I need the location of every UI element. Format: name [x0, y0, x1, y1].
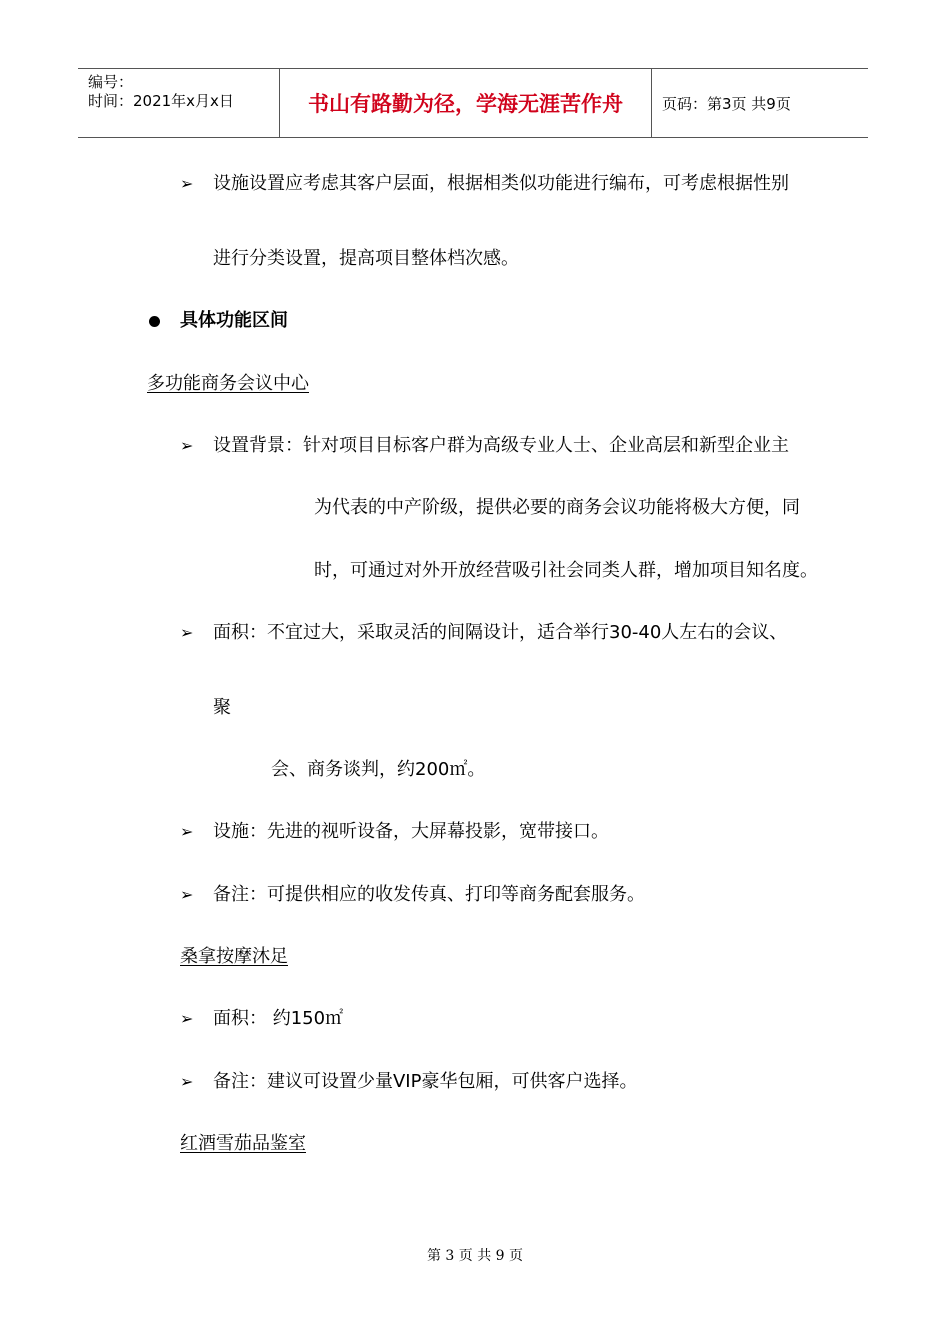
time-label: 时间：2021年x月x日	[88, 92, 234, 110]
subsection-title: 多功能商务会议中心	[147, 373, 309, 394]
subsection-title: 桑拿按摩沐足	[180, 946, 288, 967]
area-line: 会、商务谈判，约200㎡。	[271, 759, 486, 780]
remarks-line: 备注：可提供相应的收发传真、打印等商务配套服务。	[213, 884, 645, 905]
background-line: 为代表的中产阶级，提供必要的商务会议功能将极大方便，同	[314, 497, 800, 518]
header-divider	[651, 69, 652, 137]
paragraph-line: 进行分类设置，提高项目整体档次感。	[213, 248, 519, 269]
bullet-dot-icon	[149, 316, 160, 327]
subsection-title: 红酒雪茄品鉴室	[180, 1133, 306, 1154]
arrow-bullet-icon: ➢	[180, 623, 194, 642]
arrow-bullet-icon: ➢	[180, 885, 194, 904]
background-line: 设置背景：针对项目目标客户群为高级专业人士、企业高层和新型企业主	[213, 435, 789, 456]
header-meta	[88, 73, 234, 111]
area-line: 聚	[213, 697, 231, 718]
page-label: 页码：第3页 共9页	[662, 94, 791, 113]
arrow-bullet-icon: ➢	[180, 822, 194, 841]
background-line: 时，可通过对外开放经营吸引社会同类人群，增加项目知名度。	[314, 560, 818, 581]
page-header	[78, 68, 868, 138]
remarks-line: 备注：建议可设置少量VIP豪华包厢，可供客户选择。	[213, 1071, 638, 1092]
number-label: 编号：	[88, 73, 134, 91]
area-line: 面积：不宜过大，采取灵活的间隔设计，适合举行30-40人左右的会议、	[213, 622, 788, 643]
facilities-line: 设施：先进的视听设备，大屏幕投影，宽带接口。	[213, 821, 609, 842]
arrow-bullet-icon: ➢	[180, 1072, 194, 1091]
arrow-bullet-icon: ➢	[180, 1009, 194, 1028]
page-footer: 第 3 页 共 9 页	[426, 1248, 524, 1264]
paragraph-line: 设施设置应考虑其客户层面，根据相类似功能进行编布，可考虑根据性别	[213, 173, 789, 194]
area-line: 面积： 约150㎡	[213, 1008, 344, 1029]
motto: 书山有路勤为径，学海无涯苦作舟	[308, 91, 623, 116]
arrow-bullet-icon: ➢	[180, 174, 194, 193]
section-heading: 具体功能区间	[180, 310, 288, 331]
arrow-bullet-icon: ➢	[180, 436, 194, 455]
